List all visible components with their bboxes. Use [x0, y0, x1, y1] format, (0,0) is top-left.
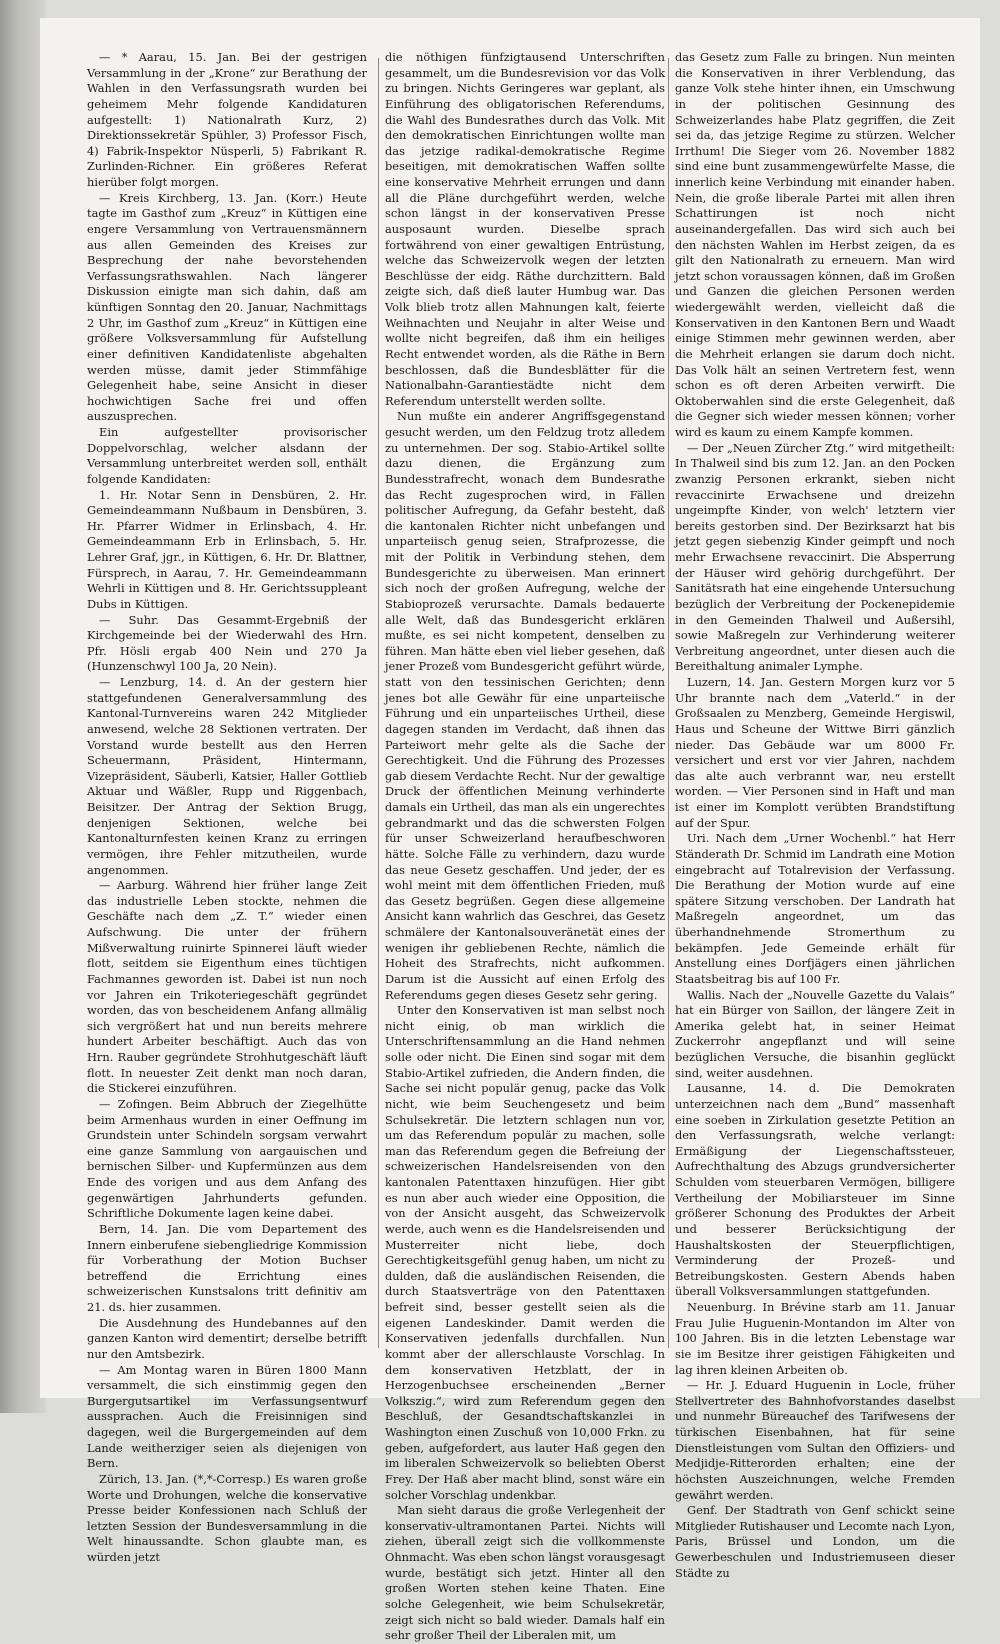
article-huguenin: — Hr. J. Eduard Huguenin in Locle, früher Stellvertreter des Bahnhofvorstandes daselbst und nunmehr Büreauchef des Tarifwesens der türkischen Eisenbahnen, hat für seine Dienstleistungen vom Sultan den Offiziers- und Medjidje-Ritterorden erhalten; eine der höchsten Auszeichnungen, welche Fremden gewährt werden. — [675, 1378, 955, 1502]
column-rule — [378, 58, 379, 1348]
article-genf: Genf. Der Stadtrath von Genf schickt seine Mitglieder Rutishauser und Lecomte nach Lyon, Paris, Brüssel und London, um die Gewerbeschulen und Industriemuseen dieser Städte zu — [675, 1503, 955, 1580]
column-rule — [668, 58, 669, 1348]
article-zofingen: — Zofingen. Beim Abbruch der Ziegelhütte beim Armenhaus wurden in einer Oeffnung im Grundstein unter Schindeln sorgsam verwahrt eine ganze Sammlung von aargauischen und bernischen Silber- und Kupfermünzen aus dem Ende des vorigen und aus dem Anfang des gegenwärtigen Jahrhunderts gefunden. Schriftliche Dokumente lagen keine dabei. — [87, 1096, 367, 1221]
article-neuenburg: Neuenburg. In Brévine starb am 11. Januar Frau Julie Huguenin-Montandon im Alter von 100 Jahren. Bis in die letzten Lebenstage war sie im Besitze ihrer geistigen Fähigkeiten und lag ihren kleinen Arbeiten ob. — [675, 1300, 955, 1377]
article-uri: Uri. Nach dem „Urner Wochenbl.“ hat Herr Ständerath Dr. Schmid im Landrath eine Motion eingebracht auf Totalrevision der Verfassung. Die Berathung der Motion wurde auf eine spätere Sitzung verschoben. Der Landrath hat Maßregeln angeordnet, um das überhandnehmende Stromerthum zu bekämpfen. Jede Gemeinde erhält für Anstellung eines Dorfjägers einen jährlichen Staatsbeitrag bis auf 100 Fr. — [675, 831, 955, 986]
newspaper-page — [40, 18, 980, 1643]
column-1 — [87, 50, 367, 1564]
article-lausanne: Lausanne, 14. d. Die Demokraten unterzeichnen nach dem „Bund“ massenhaft eine soeben in Zirkulation gesetzte Petition an den Verfassungsrath, welche verlangt: Ermäßigung der Liegenschaftssteuer, Aufrechthaltung des Abzugs grundversicherter Schulden vom steuerbaren Vermögen, billigere Vertheilung der Mobiliarsteuer im Sinne größerer Schonung des Produktes der Arbeit und besserer Berücksichtigung der Haushaltskosten der Steuerpflichtigen, Verminderung der Prozeß- und Betreibungskosten. Gestern Abends haben überall Volksversammlungen stattgefunden. — [675, 1081, 955, 1299]
article-verlegenheit: Man sieht daraus die große Verlegenheit der konservativ-ultramontanen Partei. Nichts will ziehen, überall zeigt sich die vollkommenste Ohnmacht. Was eben schon längst vorausgesagt wurde, bestätigt sich jetzt. Hinter all den großen Worten stehen keine Thaten. Eine solche Gelegenheit, wie beim Schulsekretär, zeigt sich nicht so bald wieder. Damals half ein sehr großer Theil der Liberalen mit, um — [385, 1503, 665, 1643]
article-thalweil: — Der „Neuen Zürcher Ztg.“ wird mitgetheilt: In Thalweil sind bis zum 12. Jan. an den Pocken zwanzig Personen erkrankt, sieben nicht revaccinirte Erwachsene und dreizehn ungeimpfte Kinder, von welch' letztern vier bereits gestorben sind. Der Bezirksarzt hat bis jetzt gegen siebenzig Kinder geimpft und noch mehr Erwachsene revaccinirt. Die Absperrung der Häuser wird gehörig durchgeführt. Der Sanitätsrath hat eine eingehende Untersuchung bezüglich der Verbreitung der Pockenepidemie in den Gemeinden Thalweil und Außersihl, sowie Maßregeln zur Verhinderung weiterer Verbreitung angeordnet, unter diesen auch die Bereithaltung animaler Lymphe. — [675, 440, 955, 674]
article-stabio-artikel: Nun mußte ein anderer Angriffsgegenstand gesucht werden, um den Feldzug trotz alledem zu unternehmen. Der sog. Stabio-Artikel sollte dazu dienen, die Ergänzung zum Bundesstrafrecht, wonach dem Bundesrathe das Recht zugesprochen wird, in Fällen politischer Aufregung, da Gefahr besteht, daß die kantonalen Richter nicht unbefangen und unparteiisch genug seien, Strafprozesse, die mit der Politik in Verbindung stehen, dem Bundesgerichte zu überweisen. Man erinnert sich noch der großen Aufregung, welche der Stabioprozeß verursachte. Damals bedauerte alle Welt, daß das Bundesgericht erklären mußte, es sei nicht kompetent, denselben zu führen. Man hätte eben viel lieber gesehen, daß jener Prozeß vom Bundesgericht geführt würde, statt von den tessinischen Gerichten; denn jenes bot alle Gewähr für eine unparteiische Führung und ein unparteiisches Urtheil, diese dagegen standen im Verdacht, daß ihnen das Parteiwort mehr gelte als die Sache der Gerechtigkeit. Und die Führung des Prozesses gab diesem Verdachte Recht. Nur der gewaltige Druck der öffentlichen Meinung verhinderte damals ein Urtheil, das man als ein ungerechtes gebrandmarkt und das die schwersten Folgen für unser Schweizerland heraufbeschworen hätte. Solche Fälle zu verhindern, dazu wurde das neue Gesetz geschaffen. Und jeder, der es wohl meint mit dem öffentlichen Frieden, muß das Gesetz begrüßen. Gegen diese allgemeine Ansicht kann wahrlich das Geschrei, das Gesetz schmälere der Kantonalsouveränetät eines der wenigen ihr gebliebenen Rechte, nämlich die Hoheit des Strafrechts, nicht aufkommen. Darum ist die Aussicht auf einen Erfolg des Referendums gegen dieses Gesetz sehr gering. — [385, 409, 665, 1002]
article-zuerich-cont: die nöthigen fünfzigtausend Unterschriften gesammelt, um die Bundesrevision vor das Volk zu bringen. Nichts Geringeres war geplant, als Einführung des obligatorischen Referendums, die Wahl des Bundesrathes durch das Volk. Mit den demokratischen Einrichtungen wollte man das jetzige radikal-demokratische Regime beseitigen, mit demokratischen Waffen sollte eine konservative Mehrheit errungen und dann all die Pläne durchgeführt werden, welche schon längst in der konservativen Presse ausposaunt wurden. Dieselbe sprach fortwährend von einer gewaltigen Entrüstung, welche das Schweizervolk wegen der letzten Beschlüsse der eidg. Räthe durchzittern. Bald zeigte sich, daß dieß lauter Humbug war. Das Volk blieb trotz allen Mahnungen kalt, feierte Weihnachten und Neujahr in alter Weise und wollte nicht begreifen, daß ihm ein heiliges Recht entwendet worden, als die Räthe in Bern beschlossen, daß die Bundesblätter für die Nationalbahn-Garantiestädte nicht dem Referendum unterstellt werden sollte. — [385, 50, 665, 408]
column-3 — [675, 50, 955, 1580]
article-aarburg: — Aarburg. Während hier früher lange Zeit das industrielle Leben stockte, nehmen die Geschäfte nach dem „Z. T.“ wieder einen Aufschwung. Die unter der frühern Mißverwaltung ruinirte Spinnerei läuft wieder flott, seitdem sie Eigenthum eines tüchtigen Fachmannes geworden ist. Dabei ist nun noch vor Jahren ein Trikoteriegeschäft gegründet worden, das von bescheidenem Anfang allmälig sich vergrößert hat und nun bereits mehrere hundert Arbeiter beschäftigt. Auch das von Hrn. Rauber gegründete Strohhutgeschäft läuft flott. In neuester Zeit denkt man noch daran, die Stickerei einzuführen. — [87, 878, 367, 1096]
article-luzern: Luzern, 14. Jan. Gestern Morgen kurz vor 5 Uhr brannte nach dem „Vaterld.“ in der Großsaalen zu Menzberg, Gemeinde Hergiswil, Haus und Scheune der Wittwe Birri gänzlich nieder. Das Gebäude war um 8000 Fr. versichert und erst vor vier Jahren, nachdem das alte auch verbrannt war, neu erstellt worden. — Vier Personen sind in Haft und man ist einer im Komplott verübten Brandstiftung auf der Spur. — [675, 675, 955, 830]
column-2 — [385, 50, 665, 1643]
article-wallis: Wallis. Nach der „Nouvelle Gazette du Valais“ hat ein Bürger von Saillon, der längere Zeit in Amerika gelebt hat, in seiner Heimat Zuckerrohr angepflanzt und will seine bezüglichen Versuche, die bisanhin geglückt sind, weiter ausdehnen. — [675, 987, 955, 1080]
article-kreis-kirchberg: — Kreis Kirchberg, 13. Jan. (Korr.) Heute tagte im Gasthof zum „Kreuz“ in Küttigen eine engere Versammlung von Vertrauensmännern aus allen Gemeinden des Kreises zur Besprechung der nahe bevorstehenden Verfassungsrathswahlen. Nach längerer Diskussion einigte man sich dahin, daß am künftigen Sonntag den 20. Januar, Nachmittags 2 Uhr, im Gasthof zum „Kreuz“ in Küttigen eine größere Volksversammlung für Aufstellung einer definitiven Kandidatenliste abgehalten werden müsse, damit jeder Stimmfähige Gelegenheit habe, seine Ansicht in dieser hochwichtigen Sache frei und offen auszusprechen. — [87, 190, 367, 424]
article-aarau: — * Aarau, 15. Jan. Bei der gestrigen Versammlung in der „Krone“ zur Berathung der Wahlen in den Verfassungsrath wurden bei geheimem Mehr folgende Kandidaturen aufgestellt: 1) Nationalrath Kurz, 2) Direktionssekretär Spühler, 3) Professor Fisch, 4) Fabrik-Inspektor Nüsperli, 5) Fabrikant R. Zurlinden-Richner. Ein größeres Referat hierüber folgt morgen. — [87, 50, 367, 189]
article-konservative: Unter den Konservativen ist man selbst noch nicht einig, ob man wirklich die Unterschriftensammlung an die Hand nehmen solle oder nicht. Die Einen sind sogar mit dem Stabio-Artikel zufrieden, die Andern finden, die Sache sei nicht populär genug, packe das Volk nicht, wie beim Seuchengesetz und beim Schulsekretär. Die letztern schlagen nun vor, um das Referendum populär zu machen, solle man das Referendum gegen die Befreiung der schweizerischen Handelsreisenden von den kantonalen Patenttaxen hinzufügen. Hier gibt es nun aber auch wieder eine Opposition, die von der Ansicht ausgeht, das Schweizervolk werde, auch wenn es die Handelsreisenden und Musterreiter nicht liebe, doch Gerechtigkeitsgefühl genug haben, um nicht zu dulden, daß die ausländischen Reisenden, die durch Staatsverträge von den Patenttaxen befreit sind, besser gestellt seien als die eigenen Landeskinder. Damit werden die Konservativen jedenfalls durchfallen. Nun kommt aber der allerschlauste Vorschlag. In dem konservativen Hetzblatt, der in Herzogenbuchsee erscheinenden „Berner Volkszig.“, wird zum Referendum gegen den Beschluß, der Gesandtschaftskanzlei in Washington einen Zuschuß von 10,000 Frkn. zu geben, aufgefordert, aus lauter Haß gegen den im liberalen Schweizervolk so beliebten Oberst Frey. Der Haß aber macht blind, sonst wäre ein solcher Vorschlag undenkbar. — [385, 1003, 665, 1502]
article-bern: Bern, 14. Jan. Die vom Departement des Innern einberufene siebengliedrige Kommission für Vorberathung der Motion Buchser betreffend die Errichtung eines schweizerischen Kunstsalons tritt definitiv am 21. ds. hier zusammen. — [87, 1221, 367, 1314]
article-doppelvorschlag: Ein aufgestellter provisorischer Doppelvorschlag, welcher alsdann der Versammlung unterbreitet werden soll, enthält folgende Kandidaten: — [87, 425, 367, 486]
article-kandidaten-liste: 1. Hr. Notar Senn in Densbüren, 2. Hr. Gemeindeammann Nußbaum in Densbüren, 3. Hr. Pfarrer Widmer in Erlinsbach, 4. Hr. Gemeindeammann Erb in Erlinsbach, 5. Hr. Lehrer Graf, jgr., in Küttigen, 6. Hr. Dr. Blattner, Fürsprech, in Aarau, 7. Hr. Gemeindeammann Wehrli in Küttigen und 8. Hr. Gerichtssuppleant Dubs in Küttigen. — [87, 487, 367, 611]
article-zuerich: Zürich, 13. Jan. (*,*-Corresp.) Es waren große Worte und Drohungen, welche die konservative Presse beider Konfessionen nach Schluß der letzten Session der Bundesversammlung in die Welt hinaussandte. Schon glaubte man, es würden jetzt — [87, 1471, 367, 1564]
article-bueren: — Am Montag waren in Büren 1800 Mann versammelt, die sich einstimmig gegen den Burgergutsartikel im Verfassungsentwurf aussprachen. Auch die Freisinnigen sind dagegen, weil die Burgergemeinden auf dem Lande weitherziger seien als diejenigen von Bern. — [87, 1362, 367, 1471]
article-gesetz-cont: das Gesetz zum Falle zu bringen. Nun meinten die Konservativen in ihrer Verblendung, das ganze Volk stehe hinter ihnen, ein Umschwung in der politischen Gesinnung des Schweizerlandes habe Platz gegriffen, die Zeit sei da, das jetzige Regime zu stürzen. Welcher Irrthum! Die Sieger vom 26. November 1882 sind eine bunt zusammengewürfelte Masse, die innerlich keine Verbindung mit einander haben. Nein, die große liberale Partei mit allen ihren Schattirungen ist noch nicht auseinandergefallen. Das wird sich auch bei den nächsten Wahlen im Herbst zeigen, da es gilt den Nationalrath zu erneuern. Man wird jetzt schon voraussagen können, daß im Großen und Ganzen die gleichen Personen werden wiedergewählt werden, vielleicht daß die Konservativen in den Kantonen Bern und Waadt einige Stimmen mehr gewinnen werden, aber die Mehrheit erlangen sie darum doch nicht. Das Volk hält an seinen Vertretern fest, wenn schon es oft deren Arbeiten verwirft. Die Oktoberwahlen sind die erste Gelegenheit, daß die Gegner sich wieder messen können; vorher wird es kaum zu einem Kampfe kommen. — [675, 50, 955, 439]
article-hundebann: Die Ausdehnung des Hundebannes auf den ganzen Kanton wird dementirt; derselbe betrifft nur den Amtsbezirk. — [87, 1315, 367, 1361]
article-suhr: — Suhr. Das Gesammt-Ergebniß der Kirchgemeinde bei der Wiederwahl des Hrn. Pfr. Hösli ergab 400 Nein und 270 Ja (Hunzenschwyl 100 Ja, 20 Nein). — [87, 612, 367, 674]
article-lenzburg: — Lenzburg, 14. d. An der gestern hier stattgefundenen Generalversammlung des Kantonal-Turnvereins waren 242 Mitglieder anwesend, welche 28 Sektionen vertraten. Der Vorstand wurde bestellt aus den Herren Scheuermann, Präsident, Hintermann, Vizepräsident, Säuberli, Katsier, Haller Gottlieb Aktuar und Wäßler, Rupp und Riggenbach, Beisitzer. Der Antrag der Sektion Brugg, denjenigen Sektionen, welche bei Kantonalturnfesten keinen Kranz zu erringen vermögen, ihre Fehler mitzutheilen, wurde angenommen. — [87, 675, 367, 877]
